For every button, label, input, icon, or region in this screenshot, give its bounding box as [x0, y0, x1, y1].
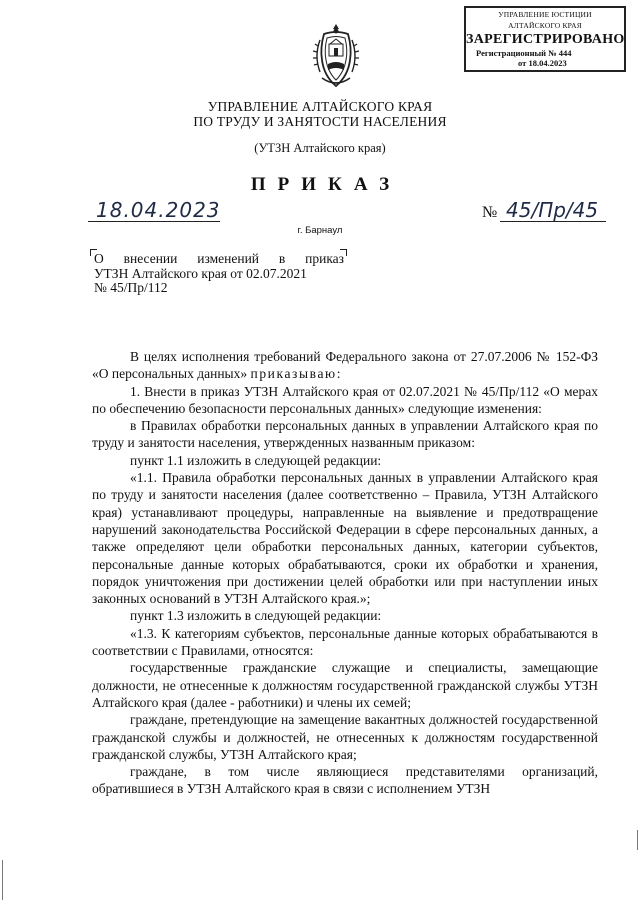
body-paragraph: пункт 1.3 изложить в следующей редакции: — [130, 608, 382, 624]
city-label: г. Барнаул — [297, 225, 343, 236]
stamp-registration-date: от 18.04.2023 — [518, 58, 567, 68]
number-label: № — [482, 204, 498, 221]
body-paragraph: граждане, в том числе являющиеся представителями организаций, обратившиеся в УТЗН Алтайского края в связи с исполнением УТЗН — [92, 764, 598, 797]
preamble-text: В целях исполнения требований Федерального закона от 27.07.2006 № 152-ФЗ «О персональных данных» — [92, 349, 598, 382]
body-paragraph: в Правилах обработки персональных данных в управлении Алтайского края по труду и занятости населения, утвержденных названным приказом: — [92, 418, 598, 451]
body-paragraph: 1. Внести в приказ УТЗН Алтайского края от 02.07.2021 № 45/Пр/112 «О мерах по обеспечению безопасности персональных данных» следующие изменения: — [92, 383, 598, 416]
document-title: ПРИКАЗ — [250, 174, 402, 195]
order-word: приказываю: — [250, 366, 343, 382]
stamp-registration-number: Регистрационный № 444 — [476, 48, 572, 58]
subject-line1: О внесении изменений в приказ — [94, 251, 344, 266]
body-paragraph: государственные гражданские служащие и специалисты, замещающие должности, не отнесенные к должностям государственной гражданской службы УТЗН Алтайского края (далее - работники) и члены их семей; — [92, 660, 598, 710]
body-paragraph: граждане, претендующие на замещение вакантных должностей государственной гражданской службы и должностей, не отнесенных к должностям государственной гражданской службы, УТЗН Алтайского края; — [92, 712, 598, 762]
coat-of-arms-icon — [306, 20, 366, 92]
org-name-line1: УПРАВЛЕНИЕ АЛТАЙСКОГО КРАЯ — [207, 99, 433, 114]
stamp-authority-line2: АЛТАЙСКОГО КРАЯ — [508, 21, 582, 30]
stamp-status: ЗАРЕГИСТРИРОВАНО — [466, 32, 625, 47]
body-paragraph: «1.1. Правила обработки персональных данных в управлении Алтайского края по труду и занятости населения (далее соответственно – Правила, УТЗН Алтайского края) устанавливают процедуры, направленные на выявление и предотвращение нарушений законодательства Российской Федерации в сфере персональных данных, а также определяют цели обработки персональных данных, категории субъектов, персональные данные которых обрабатываются, сроки их обработки и хранения, порядок уничтожения при достижении целей обработки или при наступлении иных законных оснований в УТЗН Алтайского края.»; — [92, 470, 598, 607]
body-paragraph: пункт 1.1 изложить в следующей редакции: — [130, 452, 382, 468]
org-name-line2: ПО ТРУДУ И ЗАНЯТОСТИ НАСЕЛЕНИЯ — [193, 114, 447, 129]
preamble-paragraph — [92, 348, 598, 383]
order-body — [92, 348, 598, 798]
registration-stamp — [464, 6, 626, 72]
stamp-authority-line1: УПРАВЛЕНИЕ ЮСТИЦИИ — [498, 10, 592, 19]
subject-line3: № 45/Пр/112 — [94, 280, 168, 295]
body-paragraph: «1.3. К категориям субъектов, персональные данные которых обрабатываются в соответствии с Правилами, относятся: — [92, 625, 598, 659]
order-subject — [94, 252, 344, 296]
scan-edge-mark — [637, 830, 638, 850]
handwritten-number: 45/Пр/45 — [500, 198, 606, 222]
scan-edge-mark — [2, 860, 3, 900]
handwritten-date: 18.04.2023 — [88, 198, 220, 222]
org-abbreviation: (УТЗН Алтайского края) — [254, 141, 386, 155]
subject-line2: УТЗН Алтайского края от 02.07.2021 — [94, 265, 307, 281]
